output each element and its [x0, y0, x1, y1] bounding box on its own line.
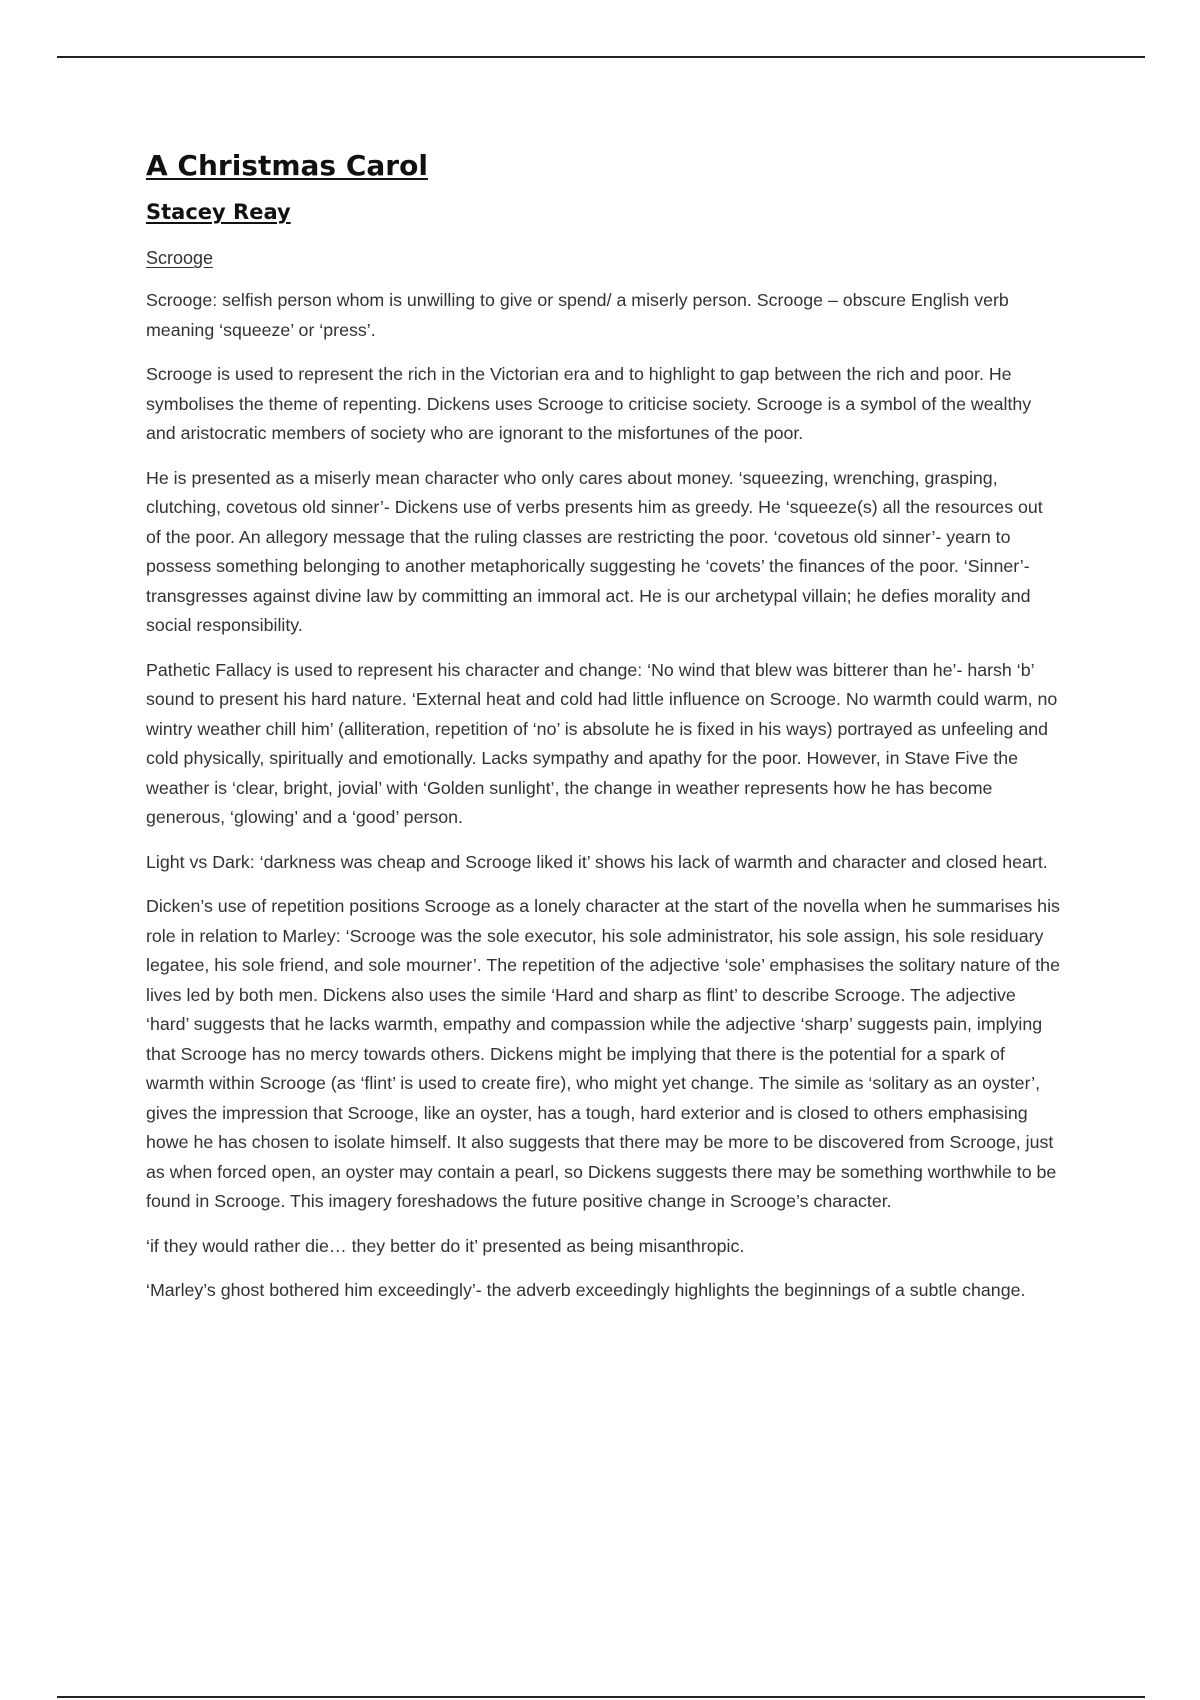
- bottom-rule: [57, 1696, 1145, 1698]
- paragraph-marleys-ghost: ‘Marley’s ghost bothered him exceedingly’- the adverb exceedingly highlights the beginnings of a subtle change.: [146, 1280, 1026, 1300]
- document-author: Stacey Reay: [146, 200, 291, 224]
- paragraph-miserly: He is presented as a miserly mean character who only cares about money. ‘squeezing, wrenching, grasping, clutching, covetous old sinner’- Dickens use of verbs presents him as greedy. He ‘squeeze(s) all the resources out of the poor. An allegory message that the ruling classes are restricting the poor. ‘covetous old sinner’- yearn to possess something belonging to another metaphorically suggesting he ‘covets’ the finances of the poor. ‘Sinner’- transgresses against divine law by committing an immoral act. He is our archetypal villain; he defies morality and social responsibility.: [146, 467, 1043, 635]
- document-body: [146, 148, 1061, 1306]
- paragraph-pathetic-fallacy: Pathetic Fallacy is used to represent his character and change: ‘No wind that blew was bitterer than he’- harsh ‘b’ sound to present his hard nature. ‘External heat and cold had little influence on Scrooge. No warmth could warm, no wintry weather chill him’ (alliteration, repetition of ‘no’ is absolute he is fixed in his ways) portrayed as unfeeling and cold physically, spiritually and emotionally. Lacks sympathy and apathy for the poor. However, in Stave Five the weather is ‘clear, bright, jovial’ with ‘Golden sunlight’, the change in weather represents how he has become generous, ‘glowing’ and a ‘good’ person.: [146, 659, 1058, 827]
- document-title: A Christmas Carol: [146, 149, 428, 182]
- paragraph-light-vs-dark: Light vs Dark: ‘darkness was cheap and Scrooge liked it’ shows his lack of warmth and character and closed heart.: [146, 851, 1048, 872]
- paragraph-misanthropic: ‘if they would rather die… they better do it’ presented as being misanthropic.: [146, 1235, 745, 1256]
- paragraph-definition: Scrooge: selfish person whom is unwilling to give or spend/ a miserly person. Scrooge – obscure English verb meaning ‘squeeze’ or ‘press’.: [146, 290, 1009, 340]
- top-rule: [57, 56, 1145, 58]
- paragraph-repetition: Dicken’s use of repetition positions Scrooge as a lonely character at the start of the novella when he summarises his role in relation to Marley: ‘Scrooge was the sole executor, his sole administrator, his sole assign, his sole residuary legatee, his sole friend, and sole mourner’. The repetition of the adjective ‘sole’ emphasises the solitary nature of the lives led by both men. Dickens also uses the simile ‘Hard and sharp as flint’ to describe Scrooge. The adjective ‘hard’ suggests that he lacks warmth, empathy and compassion while the adjective ‘sharp’ suggests pain, implying that Scrooge has no mercy towards others. Dickens might be implying that there is the potential for a spark of warmth within Scrooge (as ‘flint’ is used to create fire), who might yet change. The simile as ‘solitary as an oyster’, gives the impression that Scrooge, like an oyster, has a tough, hard exterior and is closed to others emphasising howe he has chosen to isolate himself. It also suggests that there may be more to be discovered from Scrooge, just as when forced open, an oyster may contain a pearl, so Dickens suggests there may be something worthwhile to be found in Scrooge. This imagery foreshadows the future positive change in Scrooge’s character.: [146, 896, 1060, 1211]
- section-heading: Scrooge: [146, 248, 214, 268]
- paragraph-representation: Scrooge is used to represent the rich in the Victorian era and to highlight to gap between the rich and poor. He symbolises the theme of repenting. Dickens uses Scrooge to criticise society. Scrooge is a symbol of the wealthy and aristocratic members of society who are ignorant to the misfortunes of the poor.: [146, 364, 1032, 443]
